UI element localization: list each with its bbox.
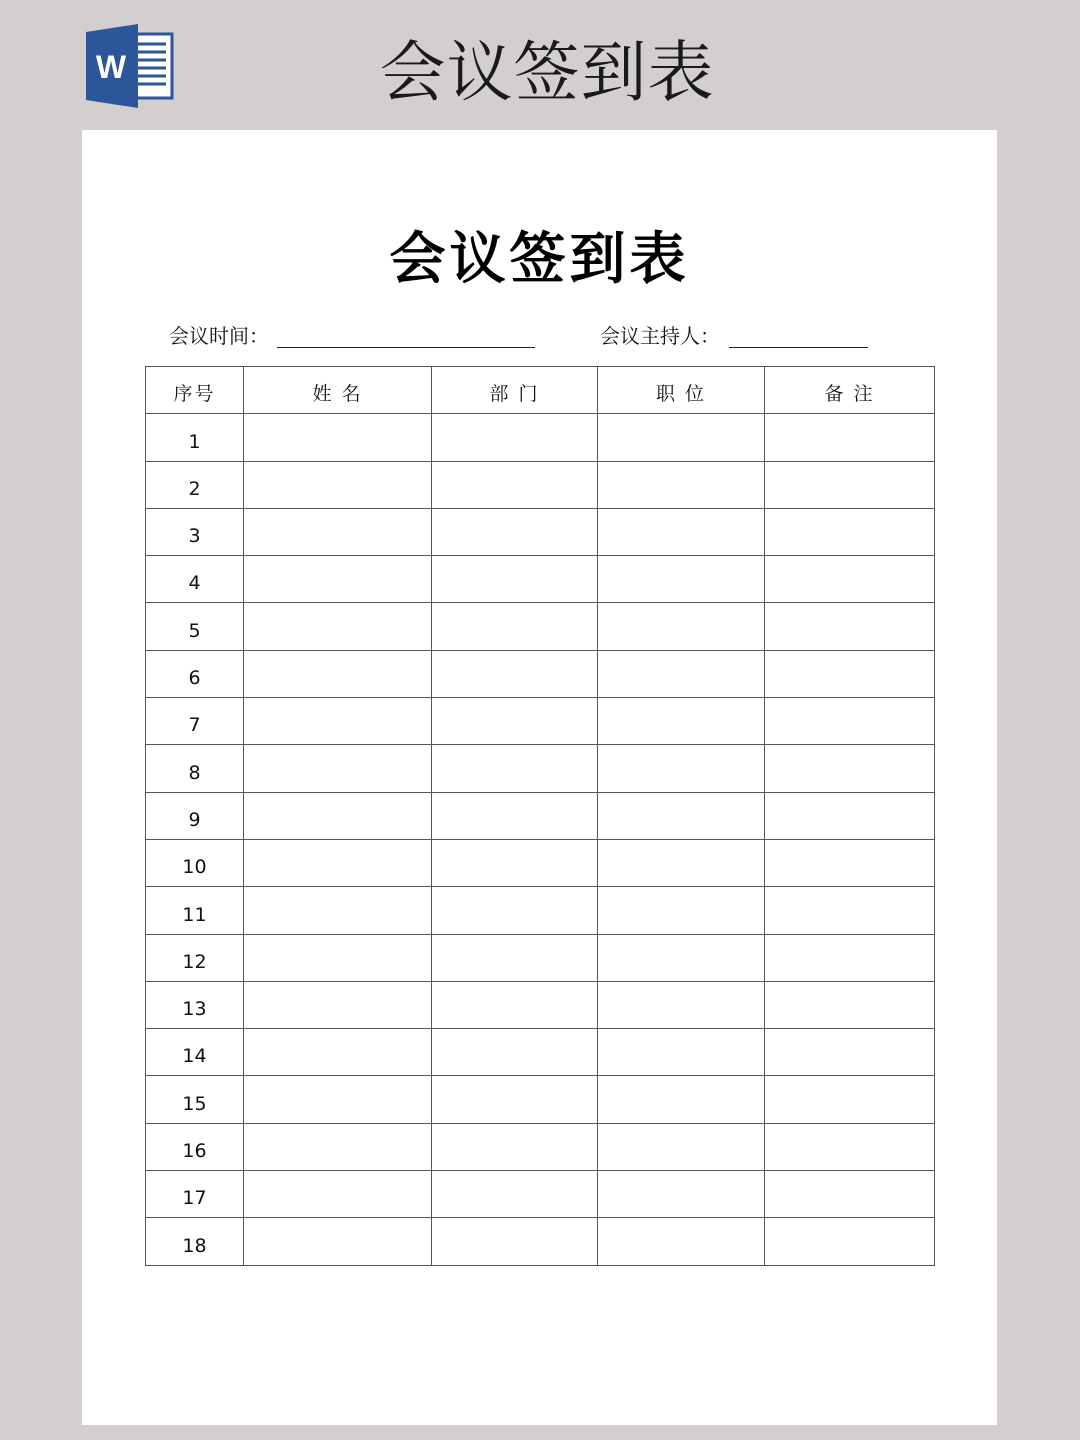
serial-cell: 11 [146, 887, 244, 934]
department-cell[interactable] [432, 508, 598, 555]
table-row [146, 887, 935, 934]
position-cell[interactable] [598, 745, 765, 792]
department-cell[interactable] [432, 839, 598, 886]
serial-cell: 7 [146, 698, 244, 745]
header-serial: 序号 [146, 367, 244, 414]
remarks-cell[interactable] [765, 887, 935, 934]
name-cell[interactable] [244, 461, 432, 508]
remarks-cell[interactable] [765, 508, 935, 555]
department-cell[interactable] [432, 698, 598, 745]
serial-cell: 4 [146, 556, 244, 603]
table-row [146, 1076, 935, 1123]
remarks-cell[interactable] [765, 650, 935, 697]
remarks-cell[interactable] [765, 698, 935, 745]
meeting-host-blank-line[interactable] [729, 347, 868, 348]
remarks-cell[interactable] [765, 1171, 935, 1218]
serial-cell: 14 [146, 1029, 244, 1076]
remarks-cell[interactable] [765, 839, 935, 886]
serial-cell: 2 [146, 461, 244, 508]
table-header-row [146, 367, 935, 414]
department-cell[interactable] [432, 1076, 598, 1123]
remarks-cell[interactable] [765, 934, 935, 981]
document-page [82, 130, 997, 1425]
table-row [146, 414, 935, 461]
name-cell[interactable] [244, 1218, 432, 1265]
department-cell[interactable] [432, 556, 598, 603]
department-cell[interactable] [432, 1218, 598, 1265]
position-cell[interactable] [598, 887, 765, 934]
position-cell[interactable] [598, 650, 765, 697]
remarks-cell[interactable] [765, 461, 935, 508]
meeting-time-field [169, 320, 269, 352]
position-cell[interactable] [598, 508, 765, 555]
department-cell[interactable] [432, 650, 598, 697]
word-icon-letter: W [95, 49, 127, 85]
remarks-cell[interactable] [765, 556, 935, 603]
position-cell[interactable] [598, 414, 765, 461]
serial-cell: 8 [146, 745, 244, 792]
sign-in-table [145, 366, 935, 1266]
serial-cell: 13 [146, 981, 244, 1028]
serial-cell: 16 [146, 1123, 244, 1170]
position-cell[interactable] [598, 1076, 765, 1123]
name-cell[interactable] [244, 603, 432, 650]
meeting-time-blank-line[interactable] [277, 347, 535, 348]
remarks-cell[interactable] [765, 1029, 935, 1076]
department-cell[interactable] [432, 1123, 598, 1170]
name-cell[interactable] [244, 1076, 432, 1123]
position-cell[interactable] [598, 981, 765, 1028]
table-body [146, 414, 935, 1265]
table-row [146, 508, 935, 555]
position-cell[interactable] [598, 461, 765, 508]
name-cell[interactable] [244, 650, 432, 697]
remarks-cell[interactable] [765, 1076, 935, 1123]
name-cell[interactable] [244, 414, 432, 461]
table-row [146, 556, 935, 603]
position-cell[interactable] [598, 839, 765, 886]
serial-cell: 6 [146, 650, 244, 697]
header-position: 职 位 [598, 367, 765, 414]
position-cell[interactable] [598, 792, 765, 839]
name-cell[interactable] [244, 981, 432, 1028]
table-row [146, 1029, 935, 1076]
serial-cell: 5 [146, 603, 244, 650]
serial-cell: 18 [146, 1218, 244, 1265]
remarks-cell[interactable] [765, 1218, 935, 1265]
remarks-cell[interactable] [765, 745, 935, 792]
name-cell[interactable] [244, 1123, 432, 1170]
position-cell[interactable] [598, 934, 765, 981]
serial-cell: 1 [146, 414, 244, 461]
table-row [146, 1218, 935, 1265]
department-cell[interactable] [432, 603, 598, 650]
name-cell[interactable] [244, 745, 432, 792]
name-cell[interactable] [244, 508, 432, 555]
table-row [146, 745, 935, 792]
position-cell[interactable] [598, 556, 765, 603]
department-cell[interactable] [432, 1029, 598, 1076]
table-row [146, 934, 935, 981]
remarks-cell[interactable] [765, 981, 935, 1028]
document-title: 会议签到表 [389, 227, 690, 292]
name-cell[interactable] [244, 698, 432, 745]
serial-cell: 10 [146, 839, 244, 886]
table-row [146, 461, 935, 508]
position-cell[interactable] [598, 698, 765, 745]
serial-cell: 9 [146, 792, 244, 839]
position-cell[interactable] [598, 1029, 765, 1076]
serial-cell: 12 [146, 934, 244, 981]
table-row [146, 650, 935, 697]
remarks-cell[interactable] [765, 414, 935, 461]
banner-title: 会议签到表 [379, 34, 715, 111]
department-cell[interactable] [432, 887, 598, 934]
department-cell[interactable] [432, 1171, 598, 1218]
table-row [146, 1171, 935, 1218]
name-cell[interactable] [244, 1029, 432, 1076]
name-cell[interactable] [244, 887, 432, 934]
table-row [146, 792, 935, 839]
name-cell[interactable] [244, 792, 432, 839]
position-cell[interactable] [598, 1218, 765, 1265]
name-cell[interactable] [244, 1171, 432, 1218]
name-cell[interactable] [244, 934, 432, 981]
table-row [146, 981, 935, 1028]
remarks-cell[interactable] [765, 792, 935, 839]
department-cell[interactable] [432, 981, 598, 1028]
remarks-cell[interactable] [765, 603, 935, 650]
meeting-host-field [600, 320, 720, 352]
table-row [146, 839, 935, 886]
header-department: 部 门 [432, 367, 598, 414]
meeting-time-label: 会议时间： [169, 324, 269, 348]
meeting-host-label: 会议主持人： [600, 324, 720, 348]
department-cell[interactable] [432, 461, 598, 508]
remarks-cell[interactable] [765, 1123, 935, 1170]
serial-cell: 17 [146, 1171, 244, 1218]
department-cell[interactable] [432, 934, 598, 981]
serial-cell: 15 [146, 1076, 244, 1123]
serial-cell: 3 [146, 508, 244, 555]
header-remarks: 备 注 [765, 367, 935, 414]
name-cell[interactable] [244, 556, 432, 603]
name-cell[interactable] [244, 839, 432, 886]
table-row [146, 698, 935, 745]
department-cell[interactable] [432, 792, 598, 839]
header-name: 姓 名 [244, 367, 432, 414]
department-cell[interactable] [432, 745, 598, 792]
table-row [146, 1123, 935, 1170]
position-cell[interactable] [598, 603, 765, 650]
position-cell[interactable] [598, 1123, 765, 1170]
position-cell[interactable] [598, 1171, 765, 1218]
table-row [146, 603, 935, 650]
department-cell[interactable] [432, 414, 598, 461]
